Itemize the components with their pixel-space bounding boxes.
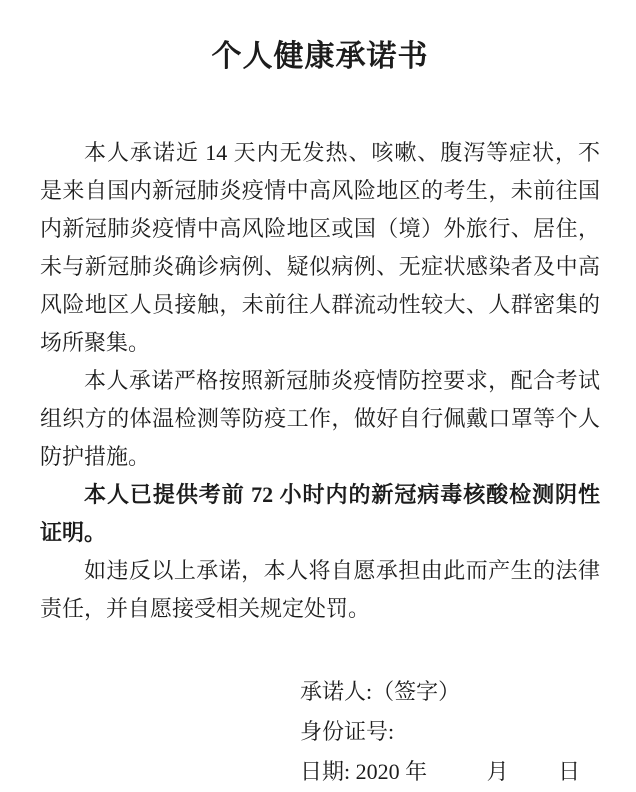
signature-block [40, 672, 600, 792]
date-line [300, 752, 600, 792]
date-day-label: 日 [558, 759, 581, 784]
id-number-line: 身份证号: [300, 719, 395, 744]
paragraph-nucleic-acid-test: 本人已提供考前 72 小时内的新冠病毒核酸检测阴性证明。 [40, 482, 600, 545]
paragraph-epidemic-compliance: 本人承诺严格按照新冠肺炎疫情防控要求，配合考试组织方的体温检测等防疫工作，做好自行佩戴口罩等个人防护措施。 [40, 368, 600, 469]
paragraph-health-status: 本人承诺近 14 天内无发热、咳嗽、腹泻等症状，不是来自国内新冠肺炎疫情中高风险地区的考生，未前往国内新冠肺炎疫情中高风险地区或国（境）外旅行、居住，未与新冠肺炎确诊病例、疑似病例、无症状感染者及中高风险地区人员接触，未前往人群流动性较大、人群密集的场所聚集。 [40, 140, 600, 355]
document-body [40, 134, 600, 628]
date-year-label: 日期: 2020 年 [300, 759, 428, 784]
page-title: 个人健康承诺书 [211, 40, 429, 73]
signer-signature-line: 承诺人:（签字） [300, 679, 461, 704]
paragraph-legal-liability: 如违反以上承诺，本人将自愿承担由此而产生的法律责任，并自愿接受相关规定处罚。 [40, 558, 600, 621]
date-month-label: 月 [486, 759, 509, 784]
